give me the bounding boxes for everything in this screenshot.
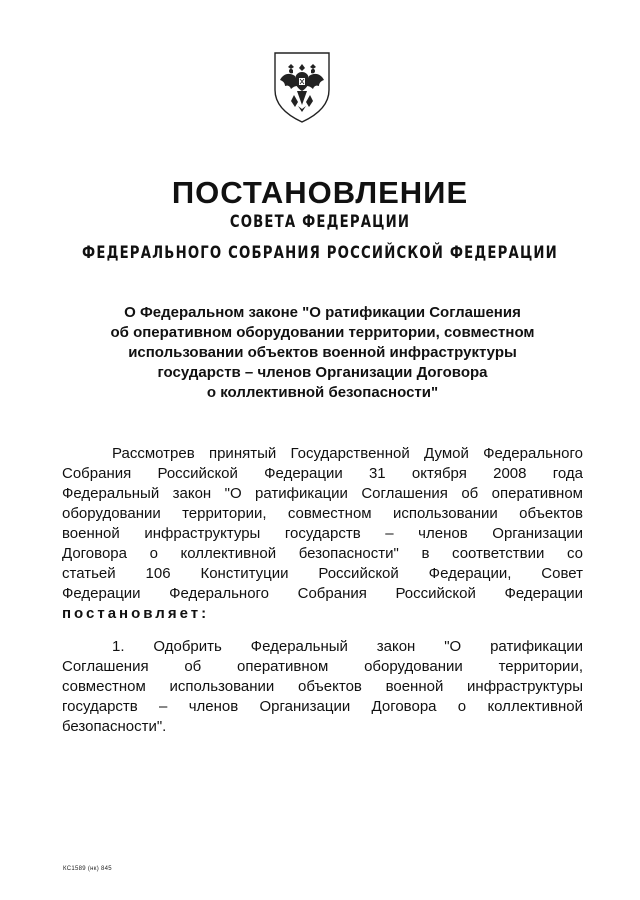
subject-line: государств – членов Организации Договора — [157, 364, 488, 381]
coat-of-arms-icon — [271, 50, 333, 124]
document-subject — [60, 303, 585, 403]
paragraph-line: Рассмотрев принятый Государственной Думой Федерального — [112, 445, 583, 462]
paragraph-line: совместном использовании объектов военной инфраструктуры — [62, 678, 583, 695]
resolves-keyword: постановляет: — [62, 605, 210, 622]
paragraph-line: Соглашения об оперативном оборудовании территории, — [62, 658, 583, 675]
paragraph-line: статьей 106 Конституции Российской Федерации, Совет — [62, 565, 583, 582]
issuing-body-line1: СОВЕТА ФЕДЕРАЦИИ — [229, 212, 411, 232]
paragraph-line: безопасности". — [62, 718, 167, 735]
document-code: КС1589 (нк) 845 — [63, 866, 112, 872]
subject-line: О Федеральном законе "О ратификации Соглашения — [124, 304, 521, 321]
paragraph-line: Федерации Федерального Собрания Российской Федерации — [62, 585, 583, 602]
paragraph-line: государств – членов Организации Договора о коллективной — [62, 698, 583, 715]
paragraph-line: Договора о коллективной безопасности" в соответствии со — [62, 545, 583, 562]
paragraph-line: оборудовании территории, совместном использовании объектов — [62, 505, 583, 522]
preamble-paragraph — [62, 444, 583, 624]
paragraph-line: Федеральный закон "О ратификации Соглашения об оперативном — [62, 485, 583, 502]
paragraph-line: 1. Одобрить Федеральный закон "О ратификации — [112, 638, 583, 655]
subject-line: об оперативном оборудовании территории, совместном — [110, 324, 535, 341]
paragraph-line: Собрания Российской Федерации 31 октября 2008 года — [62, 465, 583, 482]
issuing-body-line2: ФЕДЕРАЛЬНОГО СОБРАНИЯ РОССИЙСКОЙ ФЕДЕРАЦИИ — [82, 243, 558, 263]
subject-line: использовании объектов военной инфраструктуры — [128, 344, 517, 361]
resolution-item-1 — [62, 637, 583, 737]
paragraph-line: военной инфраструктуры государств – членов Организации — [62, 525, 583, 542]
document-title: ПОСТАНОВЛЕНИЕ — [171, 175, 469, 210]
subject-line: о коллективной безопасности" — [206, 384, 439, 401]
